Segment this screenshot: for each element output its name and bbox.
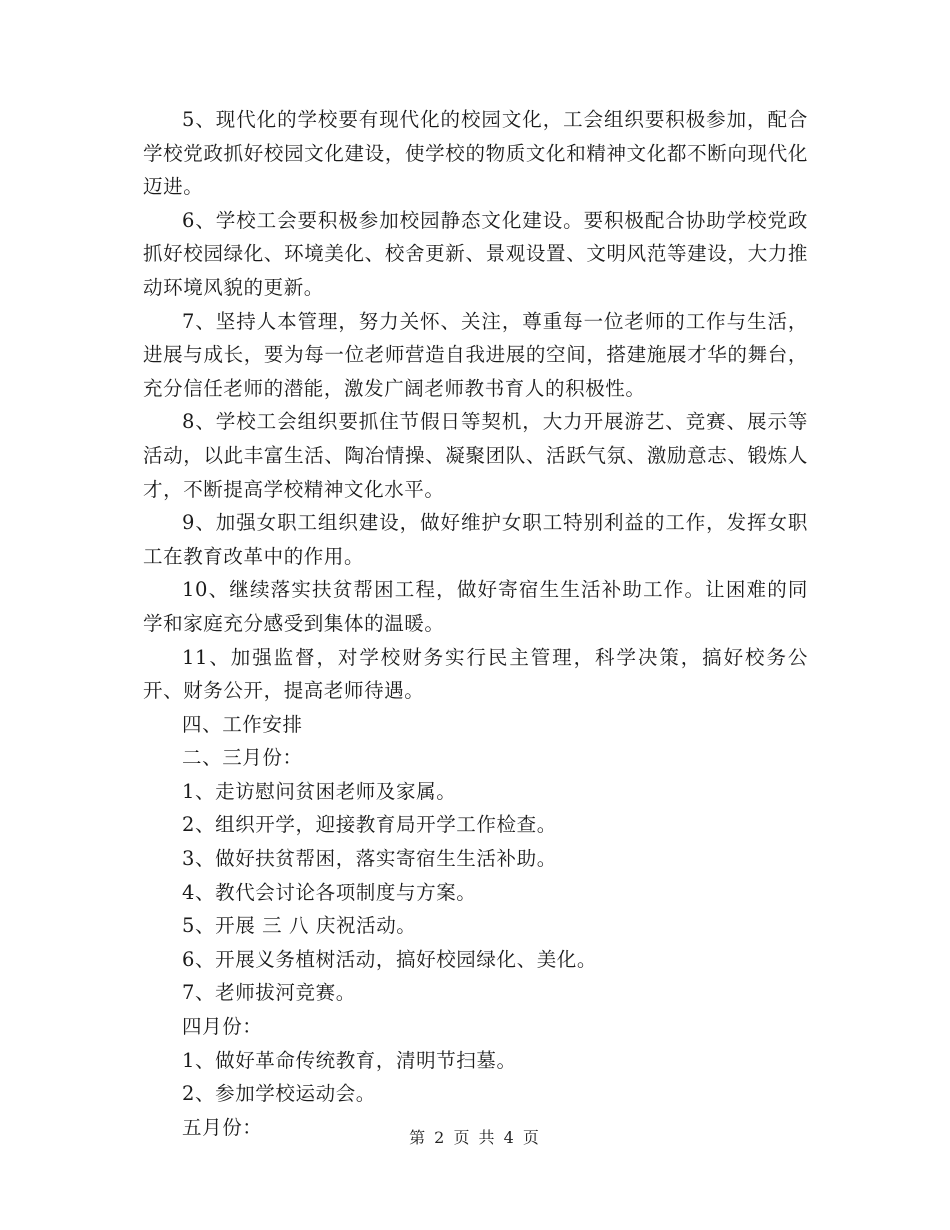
paragraph: 5、现代化的学校要有现代化的校园文化，工会组织要积极参加，配合学校党政抓好校园文化建设，使学校的物质文化和精神文化都不断向现代化迈进。: [143, 108, 808, 199]
month-heading: 五月份：: [182, 1115, 263, 1139]
list-item: 6、开展义务植树活动，搞好校园绿化、美化。: [182, 947, 598, 971]
month-heading: 四月份：: [182, 1015, 263, 1039]
list-item: 1、做好革命传统教育，清明节扫墓。: [182, 1048, 517, 1072]
page-number: 第 2 页 共 4 页: [409, 1128, 541, 1147]
paragraph: 6、学校工会要积极参加校园静态文化建设。要积极配合协助学校党政抓好校园绿化、环境美化、校舍更新、景观设置、文明风范等建设，大力推动环境风貌的更新。: [143, 208, 808, 299]
document-body: [143, 103, 808, 1144]
list-item: 2、组织开学，迎接教育局开学工作检查。: [182, 813, 557, 837]
month-heading: 二、三月份：: [182, 746, 303, 770]
section-heading: 四、工作安排: [182, 712, 303, 736]
paragraph: 9、加强女职工组织建设，做好维护女职工特别利益的工作，发挥女职工在教育改革中的作用。: [143, 511, 808, 568]
list-item: 5、开展 三 八 庆祝活动。: [182, 914, 417, 938]
paragraph: 10、继续落实扶贫帮困工程，做好寄宿生生活补助工作。让困难的同学和家庭充分感受到集体的温暖。: [143, 578, 808, 635]
list-item: 7、老师拔河竞赛。: [182, 981, 356, 1005]
list-item: 2、参加学校运动会。: [182, 1082, 376, 1106]
list-item: 1、走访慰问贫困老师及家属。: [182, 779, 457, 803]
list-item: 3、做好扶贫帮困，落实寄宿生生活补助。: [182, 847, 557, 871]
paragraph: 8、学校工会组织要抓住节假日等契机，大力开展游艺、竞赛、展示等活动，以此丰富生活、陶冶情操、凝聚团队、活跃气氛、激励意志、锻炼人才，不断提高学校精神文化水平。: [143, 410, 808, 501]
paragraph: 7、坚持人本管理，努力关怀、关注，尊重每一位老师的工作与生活，进展与成长，要为每一位老师营造自我进展的空间，搭建施展才华的舞台，充分信任老师的潜能，激发广阔老师教书育人的积极性。: [143, 309, 808, 400]
paragraph: 11、加强监督，对学校财务实行民主管理，科学决策，搞好校务公开、财务公开，提高老师待遇。: [143, 645, 808, 703]
list-item: 4、教代会讨论各项制度与方案。: [182, 880, 477, 904]
